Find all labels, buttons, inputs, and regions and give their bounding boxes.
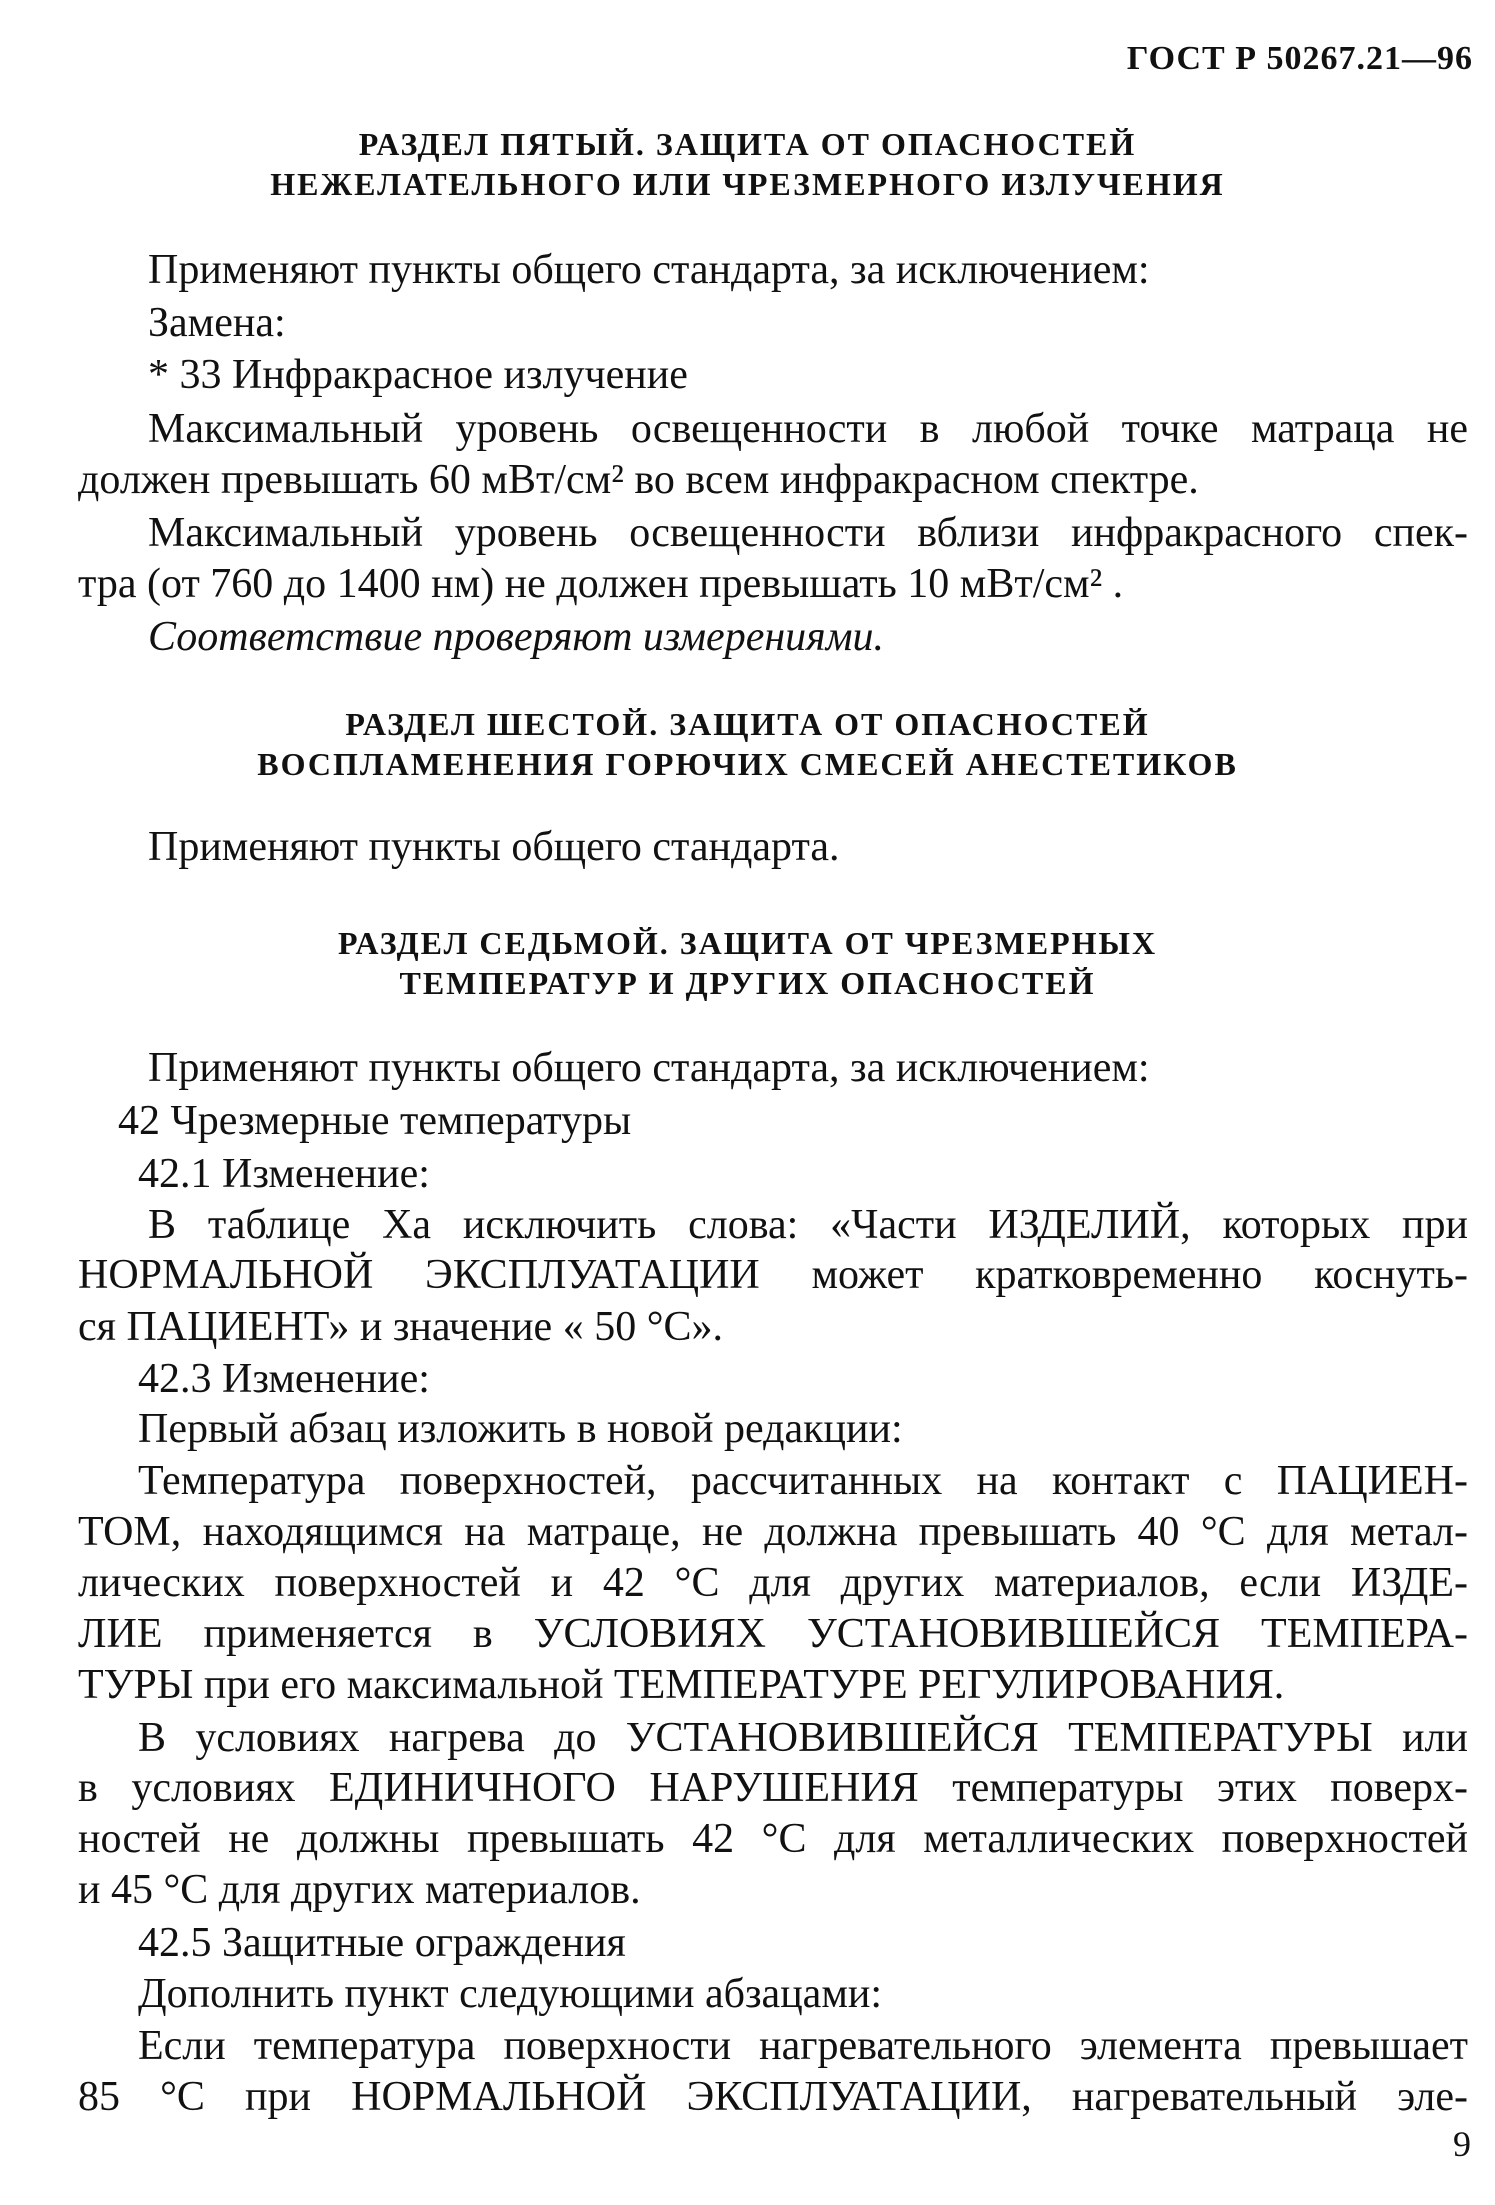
section7-line: В условиях нагрева до УСТАНОВИВШЕЙСЯ ТЕМПЕРАТУРЫ или [138, 1715, 1468, 1761]
section7-line: НОРМАЛЬНОЙ ЭКСПЛУАТАЦИИ может кратковременно коснуть- [78, 1252, 1468, 1298]
section7-line: 42.1 Изменение: [138, 1151, 430, 1197]
document-code-header: ГОСТ Р 50267.21—96 [1126, 40, 1473, 77]
section7-line: ТОМ, находящимся на матраце, не должна превышать 40 °С для метал- [78, 1509, 1468, 1555]
section5-line: тра (от 760 до 1400 нм) не должен превышать 10 мВт/см² . [78, 561, 1124, 607]
section7-line: В таблице Ха исключить слова: «Части ИЗДЕЛИЙ, которых при [148, 1202, 1468, 1248]
section6-title-line1: РАЗДЕЛ ШЕСТОЙ. ЗАЩИТА ОТ ОПАСНОСТЕЙ [345, 706, 1150, 742]
section6-line: Применяют пункты общего стандарта. [148, 824, 840, 870]
section7-line: и 45 °С для других материалов. [78, 1867, 641, 1913]
section7-line: ностей не должны превышать 42 °С для металлических поверхностей [78, 1816, 1468, 1862]
section5-title-line1: РАЗДЕЛ ПЯТЫЙ. ЗАЩИТА ОТ ОПАСНОСТЕЙ [358, 126, 1137, 162]
section7-line: 42.5 Защитные ограждения [138, 1920, 626, 1966]
page-number: 9 [1453, 2124, 1471, 2164]
section7-line: 42.3 Изменение: [138, 1356, 430, 1402]
section7-line: Температура поверхностей, рассчитанных на контакт с ПАЦИЕН- [138, 1458, 1468, 1504]
section7-line: ся ПАЦИЕНТ» и значение « 50 °С». [78, 1304, 724, 1350]
section7-title-line1: РАЗДЕЛ СЕДЬМОЙ. ЗАЩИТА ОТ ЧРЕЗМЕРНЫХ [337, 925, 1158, 961]
section5-line: Применяют пункты общего стандарта, за исключением: [148, 247, 1150, 293]
section7-line: Дополнить пункт следующими абзацами: [138, 1971, 883, 2017]
section7-title-line2: ТЕМПЕРАТУР И ДРУГИХ ОПАСНОСТЕЙ [399, 965, 1096, 1001]
section5-line: Соответствие проверяют измерениями. [148, 614, 885, 660]
section5-line: * 33 Инфракрасное излучение [148, 352, 688, 398]
section5-line: должен превышать 60 мВт/см² во всем инфракрасном спектре. [78, 457, 1199, 503]
section7-line: 42 Чрезмерные температуры [118, 1098, 632, 1144]
section7-line: Применяют пункты общего стандарта, за исключением: [148, 1045, 1150, 1091]
section7-line: в условиях ЕДИНИЧНОГО НАРУШЕНИЯ температуры этих поверх- [78, 1765, 1468, 1811]
section5-title-line2: НЕЖЕЛАТЕЛЬНОГО ИЛИ ЧРЕЗМЕРНОГО ИЗЛУЧЕНИЯ [270, 166, 1225, 202]
section7-line: лических поверхностей и 42 °С для других материалов, если ИЗДЕ- [78, 1560, 1468, 1606]
section5-line: Максимальный уровень освещенности в любой точке матраца не [148, 406, 1468, 452]
section7-line: ЛИЕ применяется в УСЛОВИЯХ УСТАНОВИВШЕЙСЯ ТЕМПЕРА- [78, 1611, 1468, 1657]
section7-line: 85 °С при НОРМАЛЬНОЙ ЭКСПЛУАТАЦИИ, нагревательный эле- [78, 2074, 1468, 2120]
section5-line: Максимальный уровень освещенности вблизи инфракрасного спек- [148, 510, 1468, 556]
section5-line: Замена: [148, 300, 286, 346]
section7-line: Если температура поверхности нагревательного элемента превышает [138, 2023, 1468, 2069]
section6-title-line2: ВОСПЛАМЕНЕНИЯ ГОРЮЧИХ СМЕСЕЙ АНЕСТЕТИКОВ [257, 746, 1238, 782]
section7-line: ТУРЫ при его максимальной ТЕМПЕРАТУРЕ РЕГУЛИРОВАНИЯ. [78, 1662, 1285, 1708]
section7-line: Первый абзац изложить в новой редакции: [138, 1406, 903, 1452]
